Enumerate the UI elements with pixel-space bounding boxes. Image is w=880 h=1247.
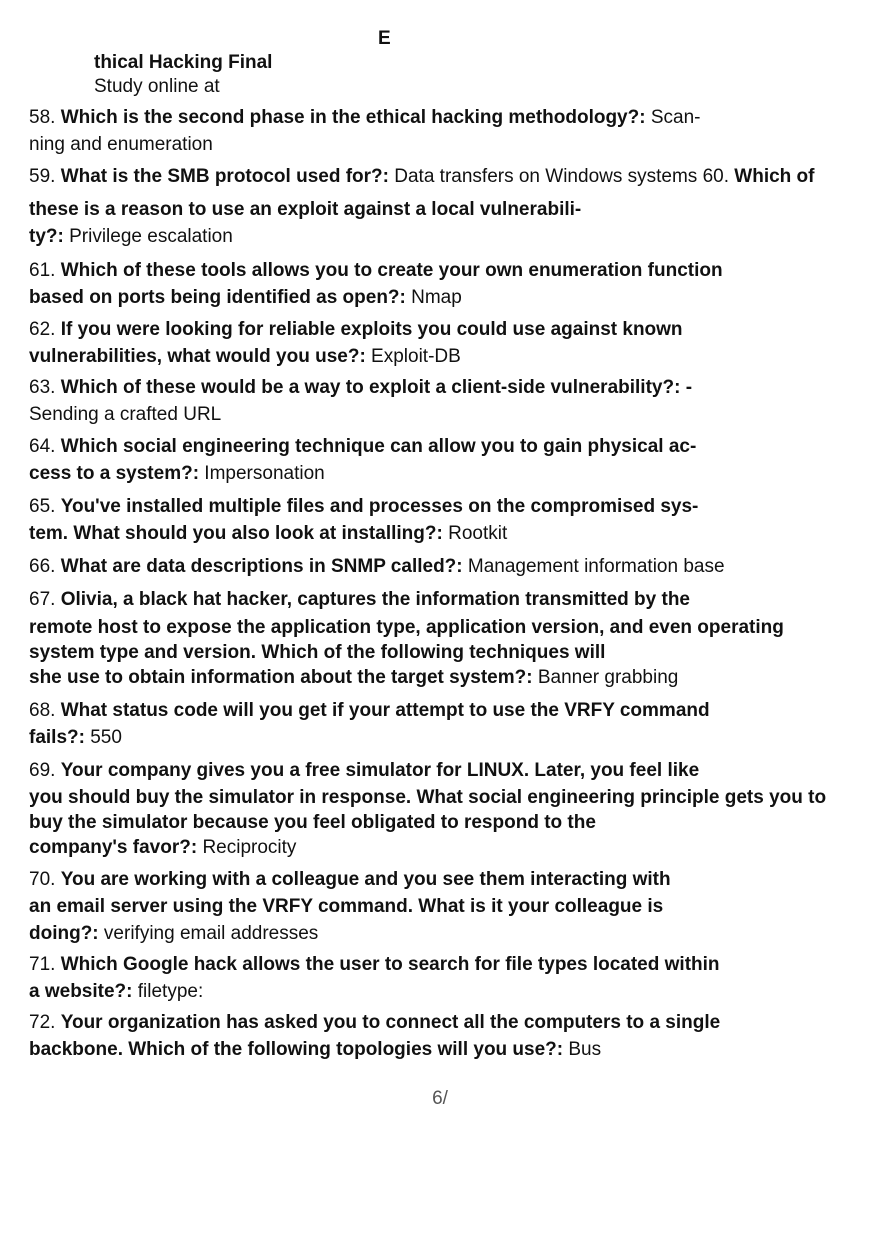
question-66: 66. What are data descriptions in SNMP called?: Management information base: [29, 556, 725, 577]
question-68: 68. What status code will you get if your attempt to use the VRFY command fails?: 550: [29, 700, 710, 748]
question-60: these is a reason to use an exploit against a local vulnerabili- ty?: Privilege escalation: [29, 199, 582, 247]
question-72: 72. Your organization has asked you to connect all the computers to a single backbone. Which of the following topologies will you use?: Bus: [29, 1012, 721, 1060]
question-67: 67. Olivia, a black hat hacker, captures the information transmitted by the remote host to expose the application type, application version, and even operating system type and version. Which of the following techniques will she use to obtain information about the target system?: Banner grabbing: [29, 589, 784, 688]
question-65: 65. You've installed multiple files and processes on the compromised sys- tem. What should you also look at installing?: Rootkit: [29, 496, 699, 544]
header-letter: E: [378, 28, 391, 49]
document-title: thical Hacking Final: [94, 52, 273, 73]
page-number: 6/: [432, 1088, 448, 1109]
question-70: 70. You are working with a colleague and you see them interacting with an email server using the VRFY command. What is it your colleague is doing?: verifying email addresses: [29, 869, 671, 944]
question-59: 59. What is the SMB protocol used for?: Data transfers on Windows systems 60. Which of: [29, 166, 815, 187]
question-58: 58. Which is the second phase in the ethical hacking methodology?: Scan- ning and enumeration: [29, 107, 701, 155]
document-subtitle: Study online at: [94, 76, 220, 97]
question-64: 64. Which social engineering technique can allow you to gain physical ac- cess to a system?: Impersonation: [29, 436, 697, 484]
question-61: 61. Which of these tools allows you to create your own enumeration function based on ports being identified as open?: Nmap: [29, 260, 723, 308]
question-63: 63. Which of these would be a way to exploit a client-side vulnerability?: - Sending a crafted URL: [29, 377, 693, 425]
question-62: 62. If you were looking for reliable exploits you could use against known vulnerabilities, what would you use?: Exploit-DB: [29, 319, 683, 367]
question-71: 71. Which Google hack allows the user to search for file types located within a website?: filetype:: [29, 954, 720, 1002]
question-69: 69. Your company gives you a free simulator for LINUX. Later, you feel like you should buy the simulator in response. What social engineering principle gets you to buy the simulator because you feel obligated to respond to the company's favor?: Reciprocity: [29, 760, 827, 858]
